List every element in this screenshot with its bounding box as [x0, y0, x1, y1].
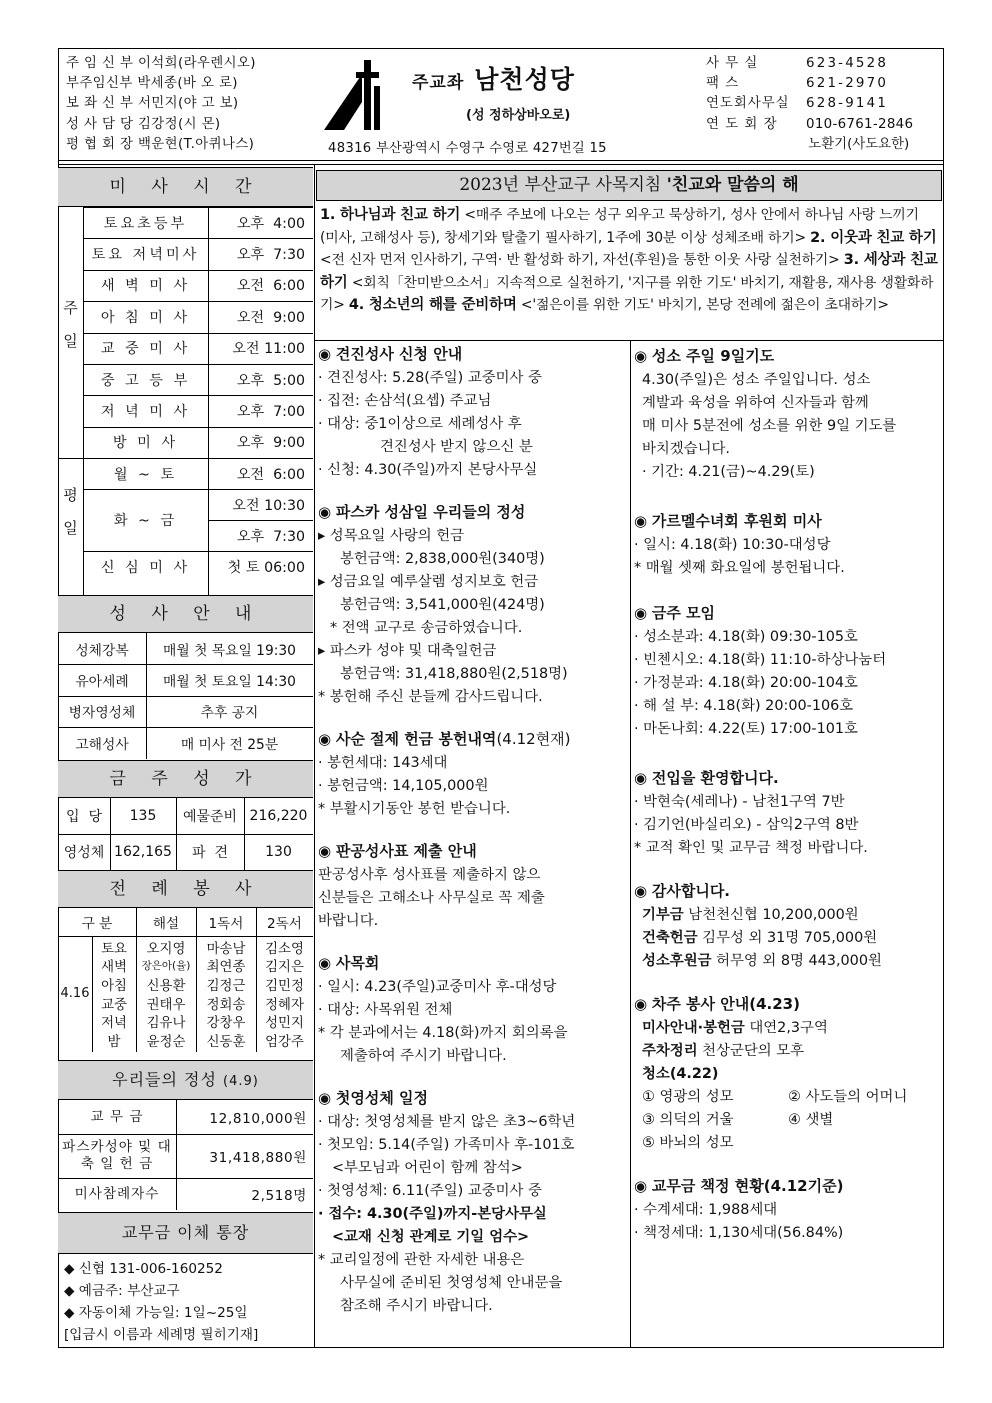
service-cell: 김소영: [265, 941, 304, 957]
service-cell: 오지영: [146, 941, 186, 957]
hymn-cell: 예물준비: [182, 809, 238, 825]
notice-line: · 마돈나회: 4.22(토) 17:00-101호: [634, 721, 858, 737]
next-row: 미사안내·봉헌금 대연2,3구역: [642, 1020, 828, 1036]
notice-line: 신분들은 고해소나 사무실로 꼭 제출: [318, 890, 545, 906]
motto-item-title: 2. 이웃과 친교 하기: [810, 229, 937, 246]
contact-label: 연 도 회 장: [706, 116, 778, 132]
hymn-title: 금 주 성 가: [58, 760, 313, 798]
notice-line: · 집전: 손삼석(요셉) 주교님: [318, 393, 492, 409]
staff-line: 보 좌 신 부 서민지(야 고 보): [66, 96, 239, 112]
service-cell: 아침: [101, 978, 127, 994]
motto-divider: [314, 340, 944, 341]
mass-name: 토요초등부: [103, 215, 188, 232]
contact-row: [706, 135, 913, 155]
notice-heading: ◉ 전입을 환영합니다.: [634, 769, 779, 787]
weekday-label: 평일: [61, 487, 79, 554]
service-cell: 김유나: [146, 1016, 186, 1032]
church-logo-icon: [322, 56, 384, 132]
service-cell: 교중: [101, 997, 127, 1013]
mass-time: 오후 7:30: [236, 528, 305, 545]
notice-line: 봉헌금액: 2,838,000원(340명): [340, 551, 545, 567]
staff-line: 평 협 회 장 백운현(T.아퀴나스): [66, 136, 255, 152]
notice-heading: ◉ 가르멜수녀회 후원회 미사: [634, 512, 822, 530]
notice-heading: ◉ 파스카 성삼일 우리들의 정성: [318, 503, 526, 521]
notice-line: 4.30(주일)은 성소 주일입니다. 성소: [642, 372, 871, 388]
thanks-row: 건축헌금 김무성 외 31명 705,000원: [642, 930, 878, 946]
hymn-cell: 130: [265, 844, 292, 860]
service-header: 해설: [152, 916, 180, 932]
service-cell: 최연종: [206, 960, 246, 976]
contact-label: 사 무 실: [706, 56, 759, 71]
contact-label: 연도회사무실: [706, 96, 790, 112]
contact-note: 노환기(사도요한): [808, 136, 910, 152]
notice-line: 견진성사 받지 않으신 분: [380, 439, 533, 455]
mass-name: 신 심 미 사: [100, 559, 191, 576]
notice-line: · 신청: 4.30(주일)까지 본당사무실: [318, 462, 538, 478]
notice-line: · 첫영성체: 6.11(주일) 교중미사 중: [318, 1183, 542, 1199]
next-row: 주차정리 천상군단의 모후: [642, 1043, 805, 1059]
contact-row: [706, 94, 913, 114]
mass-time: 첫 토 06:00: [227, 559, 305, 576]
service-date: 4.16: [60, 986, 90, 1002]
notice-line: · 첫모임: 5.14(주일) 가족미사 후-101호: [318, 1137, 575, 1153]
staff-line: 부주임신부 박세종(바 오 로): [66, 76, 238, 92]
service-cell: 김정근: [206, 978, 246, 994]
contact-value: 628-9141: [806, 96, 889, 112]
staff-list: [66, 54, 256, 155]
notice-line: · 봉헌금액: 14,105,000원: [318, 778, 489, 794]
notice-line: 바랍니다.: [318, 913, 379, 929]
notice-line: 사무실에 준비된 첫영성체 안내문을: [340, 1275, 563, 1291]
offering-value: 2,518명: [251, 1188, 307, 1204]
mass-name: 방 미 사: [112, 435, 179, 452]
notice-heading: ◉ 견진성사 신청 안내: [318, 345, 463, 363]
notice-line: ▸ 파스카 성야 및 대축일헌금: [318, 643, 497, 659]
offering-value: 12,810,000원: [209, 1111, 307, 1127]
mass-time: 오전 9:00: [236, 309, 305, 326]
service-header: 2독서: [267, 916, 302, 932]
notice-heading: ◉ 감사합니다.: [634, 882, 731, 900]
column-divider: [630, 340, 631, 1348]
church-subtitle: (성 정하상바오로): [466, 108, 571, 123]
notice-line: * 교적 확인 및 교무금 책정 바랍니다.: [634, 840, 868, 856]
contact-value: 621-2970: [806, 76, 889, 92]
notice-line: · 빈첸시오: 4.18(화) 11:10-하상나눔터: [634, 652, 887, 668]
offering-label: 파스카성야 및 대 축 일 헌 금: [62, 1139, 172, 1172]
thanks-row: 기부금 남천천신협 10,200,000원: [642, 907, 859, 923]
contact-row: [706, 54, 913, 74]
motto-item-title: 3. 세상과 친교 하기: [320, 252, 938, 291]
motto-theme: '친교와 말씀의 해: [666, 175, 799, 195]
service-cell: 권태우: [146, 997, 186, 1013]
offering-title-text: 우리들의 정성: [112, 1070, 217, 1089]
service-cell: 장은아(율): [141, 960, 191, 973]
contact-value: 623-4528: [806, 56, 889, 71]
mass-name: 저 녁 미 사: [100, 404, 191, 421]
mass-time: 오후 5:00: [236, 372, 305, 389]
hymn-cell: 파 견: [192, 845, 228, 861]
account-line: [입금시 이름과 세례명 필히기재]: [64, 1327, 259, 1343]
service-cell: 새벽: [101, 960, 127, 976]
notice-line: · 기간: 4.21(금)~4.29(토): [642, 464, 815, 480]
liturgy-service-title: 전 례 봉 사: [58, 870, 313, 908]
mass-time: 오전 6:00: [236, 278, 305, 295]
notice-line: 계발과 육성을 위하여 신자들과 함께: [642, 395, 869, 411]
next-row: 청소(4.22): [642, 1066, 719, 1082]
offering-date: (4.9): [223, 1074, 259, 1089]
motto-item-text: <회칙「찬미받으소서」지속적으로 실천하기, '지구를 위한 기도' 바치기, 재활용, 재사용 생활화하기>: [320, 274, 934, 313]
notice-line: * 매월 셋째 화요일에 봉헌됩니다.: [634, 560, 845, 576]
notice-line: * 교리일정에 관한 자세한 내용은: [318, 1252, 525, 1268]
service-header: 1독서: [208, 916, 244, 932]
notice-line: · 일시: 4.23(주일)교중미사 후-대성당: [318, 979, 557, 995]
contact-row: [706, 74, 913, 94]
service-cell: 정혜자: [265, 997, 304, 1013]
mass-time: 오후 9:00: [236, 435, 305, 452]
notice-line: · 대상: 중1이상으로 세례성사 후: [318, 416, 522, 432]
notice-line: <교재 신청 관계로 기일 엄수>: [332, 1229, 530, 1245]
notice-line: * 각 분과에서는 4.18(화)까지 회의록을: [318, 1025, 568, 1041]
service-cell: 저녁: [101, 1016, 127, 1032]
staff-line: 주 임 신 부 이석희(라우렌시오): [66, 56, 256, 71]
motto-item-text: <'젊은이를 위한 기도' 바치기, 본당 전례에 젊은이 초대하기>: [516, 297, 889, 313]
church-address: 48316 부산광역시 수영구 수영로 427번길 15: [328, 141, 607, 156]
notice-heading: ◉ 교무금 책정 현황(4.12기준): [634, 1177, 844, 1195]
account-line: ◆ 신협 131-006-160252: [64, 1261, 223, 1277]
contact-value: 010-6761-2846: [806, 116, 914, 132]
notice-line: · 수계세대: 1,988세대: [634, 1202, 778, 1218]
notice-line: 참조해 주시기 바랍니다.: [340, 1298, 493, 1314]
contact-label: 팩 스: [706, 76, 740, 92]
notice-line: 매 미사 5분전에 성소를 위한 9일 기도를: [642, 418, 897, 434]
offering-label: 미사참례자수: [74, 1185, 160, 1202]
sacrament-value: 매 미사 전 25분: [180, 736, 279, 753]
mass-time: 오전 6:00: [236, 466, 305, 483]
cleaning-row: ① 영광의 성모 ② 사도들의 어머니: [642, 1089, 908, 1105]
mass-time: 오후 4:00: [236, 215, 305, 232]
service-header: 구 분: [81, 916, 113, 932]
service-cell: 강창우: [206, 1016, 246, 1032]
notice-line: · 가정분과: 4.18(화) 20:00-104호: [634, 675, 858, 691]
mass-times-title: 미 사 시 간: [58, 167, 313, 207]
hymn-cell: 216,220: [249, 808, 308, 824]
motto-item-title: 4. 청소년의 해를 준비하며: [348, 297, 517, 313]
sacrament-value: 매월 첫 토요일 14:30: [163, 674, 296, 691]
notice-line: 제출하여 주시기 바랍니다.: [340, 1048, 507, 1064]
hymn-cell: 입 당: [66, 809, 102, 825]
motto-item-title: 1. 하나님과 친교 하기: [320, 207, 461, 223]
notice-line: · 일시: 4.18(화) 10:30-대성당: [634, 537, 831, 553]
sacrament-label: 고해성사: [75, 736, 129, 753]
table-rule: [176, 1100, 177, 1210]
mass-name: 화 ~ 금: [113, 513, 178, 530]
offering-value: 31,418,880원: [209, 1150, 307, 1166]
notice-line: * 전액 교구로 송금하였습니다.: [330, 620, 523, 636]
motto-title: [316, 170, 942, 201]
notice-line: · 박현숙(세레나) - 남천1구역 7반: [634, 794, 845, 810]
notice-line: 판공성사후 성사표를 제출하지 않으: [318, 867, 541, 883]
notice-line: 봉헌금액: 31,418,880원(2,518명): [340, 666, 568, 682]
service-cell: 김민정: [265, 978, 304, 994]
hymn-cell: 135: [129, 808, 157, 824]
notice-line: · 봉헌세대: 143세대: [318, 755, 448, 771]
notice-heading: ◉ 첫영성체 일정: [318, 1089, 429, 1107]
hymn-cell: 162,165: [114, 844, 172, 860]
service-cell: 신동훈: [206, 1034, 246, 1050]
mass-name: 새 벽 미 사: [100, 278, 191, 295]
header-divider: [58, 164, 944, 165]
service-cell: 성민지: [265, 1016, 304, 1032]
notice-line: ▸ 성금요일 예루살렘 성지보호 헌금: [318, 574, 539, 590]
service-cell: 김지은: [265, 960, 304, 976]
mass-time: 오전 10:30: [232, 497, 305, 514]
mass-time: 오후 7:30: [236, 247, 305, 264]
title-prefix: 주교좌: [412, 73, 465, 93]
account-line: ◆ 예금주: 부산교구: [64, 1283, 180, 1299]
sunday-label: 주일: [61, 299, 79, 366]
account-line: ◆ 자동이체 가능일: 1일~25일: [64, 1305, 248, 1321]
mass-name: 중 고 등 부: [100, 372, 191, 389]
notice-line: · 성소분과: 4.18(화) 09:30-105호: [634, 629, 858, 645]
notice-line: · 책정세대: 1,130세대(56.84%): [634, 1225, 844, 1241]
notices-middle: [318, 343, 628, 1318]
staff-line: 성 사 담 당 김강정(시 몬): [66, 116, 221, 132]
thanks-row: 성소후원금 허무영 외 8명 443,000원: [642, 953, 882, 969]
service-cell: 윤정순: [146, 1034, 186, 1050]
motto-text: [320, 204, 940, 317]
sacrament-title: 성 사 안 내: [58, 595, 313, 633]
contact-list: [706, 54, 913, 155]
sacrament-value: 매월 첫 목요일 19:30: [163, 642, 296, 659]
sacrament-label: 성체강복: [75, 642, 129, 659]
header-divider: [58, 160, 944, 161]
notice-line: * 부활시기동안 봉헌 받습니다.: [318, 801, 511, 817]
mass-time: 오후 7:00: [236, 404, 305, 421]
notice-line: · 김기언(바실리오) - 삼익2구역 8반: [634, 817, 859, 833]
hymn-cell: 영성체: [63, 845, 105, 861]
church-title: [412, 60, 575, 96]
notice-line: · 해 설 부: 4.18(화) 20:00-106호: [634, 698, 854, 714]
notice-line: · 대상: 첫영성체를 받지 않은 초3~6학년: [318, 1114, 576, 1130]
service-cell: 토요: [101, 941, 127, 957]
account-info: [64, 1258, 258, 1346]
service-cell: 신용환: [146, 978, 186, 994]
service-cell: 마송남: [206, 941, 246, 957]
notice-line: 바치겠습니다.: [642, 441, 730, 457]
column-divider: [314, 164, 315, 1348]
notice-line: 봉헌금액: 3,541,000원(424명): [340, 597, 545, 613]
notice-line: <부모님과 어린이 함께 참석>: [332, 1160, 523, 1176]
mass-name: 월 ~ 토: [113, 466, 178, 483]
service-cell: 밤: [107, 1034, 121, 1050]
mass-time: 오전 11:00: [232, 341, 305, 358]
cleaning-row: ③ 의덕의 거울 ④ 샛별: [642, 1112, 834, 1128]
notice-heading: ◉ 차주 봉사 안내(4.23): [634, 995, 800, 1013]
mass-name: 교 중 미 사: [100, 341, 191, 358]
notice-line: * 봉헌해 주신 분들께 감사드립니다.: [318, 689, 543, 705]
account-title: 교무금 이체 통장: [58, 1212, 313, 1254]
cleaning-row: ⑤ 바뇌의 성모: [642, 1135, 734, 1151]
notice-heading: ◉ 금주 모임: [634, 604, 716, 622]
notice-line: · 견진성사: 5.28(주일) 교중미사 중: [318, 370, 542, 386]
notice-heading: ◉ 사순 절제 헌금 봉헌내역(4.12현재): [318, 730, 571, 748]
notice-heading: ◉ 판공성사표 제출 안내: [318, 842, 477, 860]
sacrament-label: 유아세례: [75, 674, 129, 691]
offering-label: 교 무 금: [90, 1108, 144, 1125]
notice-heading: ◉ 성소 주일 9일기도: [634, 347, 775, 365]
service-cell: 정회송: [206, 997, 246, 1013]
service-cell: 엄강주: [265, 1034, 304, 1050]
motto-item-text: <매주 주보에 나오는 성구 외우고 묵상하기, 성사 안에서 하나님 사랑 느끼기 (미사, 고해성사 등), 창세기와 탈출기 필사하기, 1주에 30분 이상 성체조배 하기>: [320, 207, 919, 246]
mass-name: 아 침 미 사: [100, 309, 191, 326]
notices-right: [634, 345, 942, 1245]
notice-line: · 대상: 사목위원 전체: [318, 1002, 453, 1018]
sacrament-label: 병자영성체: [68, 705, 136, 722]
motto-year: 2023년 부산교구 사목지침: [459, 175, 662, 195]
contact-row: [706, 115, 913, 135]
church-name: 남천성당: [474, 65, 575, 94]
notice-heading: ◉ 사목회: [318, 954, 380, 972]
notice-line: ▸ 성목요일 사랑의 헌금: [318, 528, 465, 544]
offering-title: [58, 1060, 313, 1100]
notice-line: · 접수: 4.30(주일)까지-본당사무실: [318, 1206, 547, 1222]
mass-name: 토요 저녁미사: [91, 247, 200, 264]
table-rule: [146, 633, 147, 759]
sacrament-value: 추후 공지: [200, 705, 259, 722]
motto-item-text: <전 신자 먼저 인사하기, 구역· 반 활성화 하기, 자선(후원)을 통한 이웃 사랑 실천하기>: [320, 252, 844, 268]
